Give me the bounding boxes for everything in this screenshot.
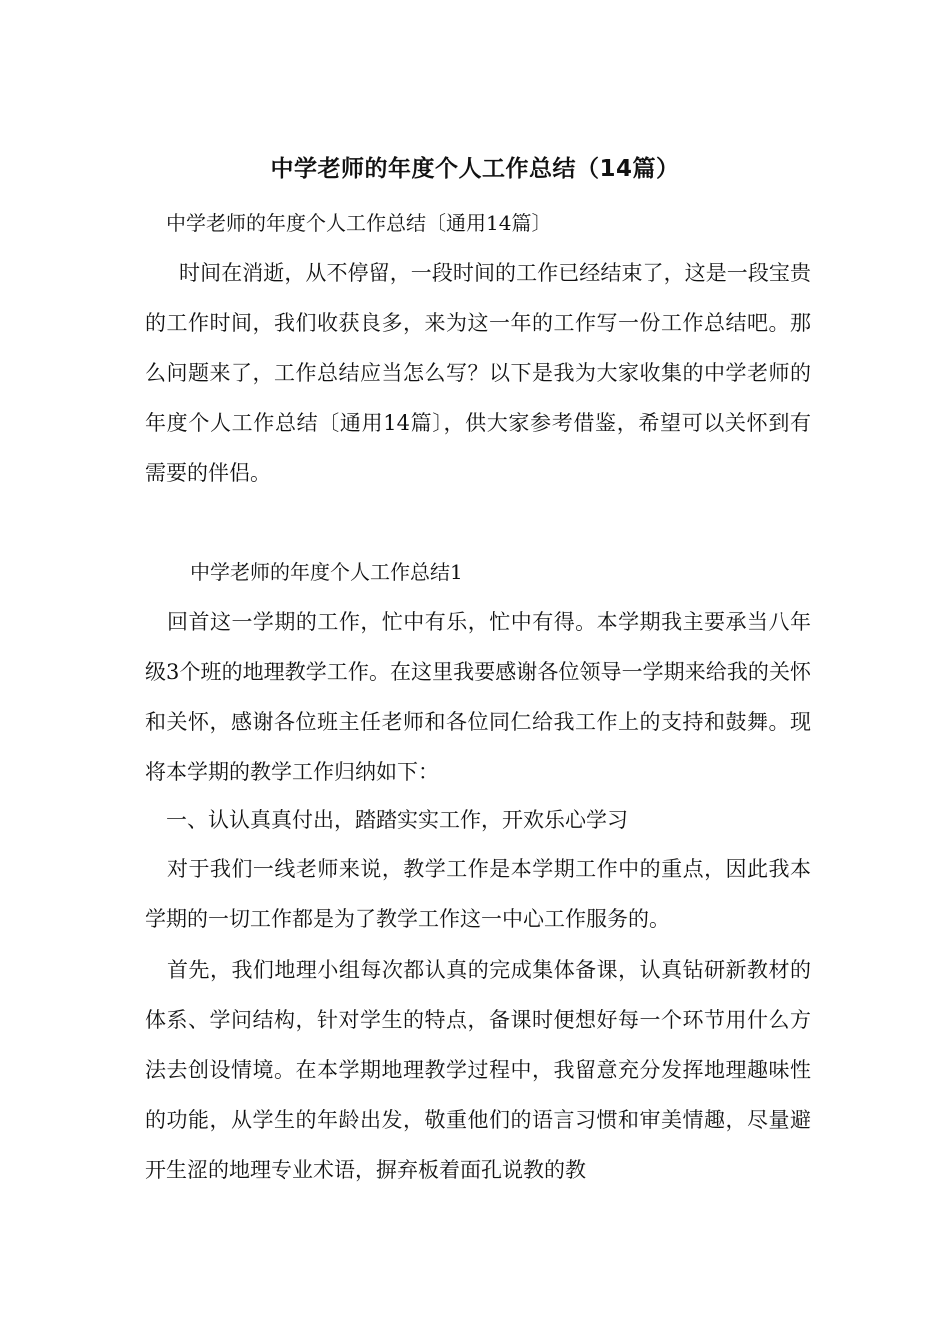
point-heading-1: 一、认认真真付出，踏踏实实工作，开欢乐心学习 (166, 808, 628, 832)
document-subtitle: 中学老师的年度个人工作总结〔通用14篇〕 (166, 211, 552, 235)
body-paragraph-1: 回首这一学期的工作，忙中有乐，忙中有得。本学期我主要承当八年级3个班的地理教学工作。在这里我要感谢各位领导一学期来给我的关怀和关怀，感谢各位班主任老师和各位同仁给我工作上的支持和鼓舞。现将本学期的教学工作归纳如下： (145, 610, 811, 784)
body-paragraph-3: 首先，我们地理小组每次都认真的完成集体备课，认真钻研新教材的体系、学问结构，针对学生的特点，备课时便想好每一个环节用什么方法去创设情境。在本学期地理教学过程中，我留意充分发挥地理趣味性的功能，从学生的年龄出发，敬重他们的语言习惯和审美情趣，尽量避开生涩的地理专业术语，摒弃板着面孔说教的教 (145, 958, 811, 1182)
section-1-heading: 中学老师的年度个人工作总结1 (190, 560, 463, 584)
body-paragraph-2: 对于我们一线老师来说，教学工作是本学期工作中的重点，因此我本学期的一切工作都是为了教学工作这一中心工作服务的。 (145, 857, 811, 931)
intro-paragraph: 时间在消逝，从不停留，一段时间的工作已经结束了，这是一段宝贵的工作时间，我们收获良多，来为这一年的工作写一份工作总结吧。那么问题来了，工作总结应当怎么写？以下是我为大家收集的中学老师的年度个人工作总结〔通用14篇〕，供大家参考借鉴，希望可以关怀到有需要的伴侣。 (145, 261, 811, 485)
document-title: 中学老师的年度个人工作总结（14篇） (270, 156, 680, 182)
